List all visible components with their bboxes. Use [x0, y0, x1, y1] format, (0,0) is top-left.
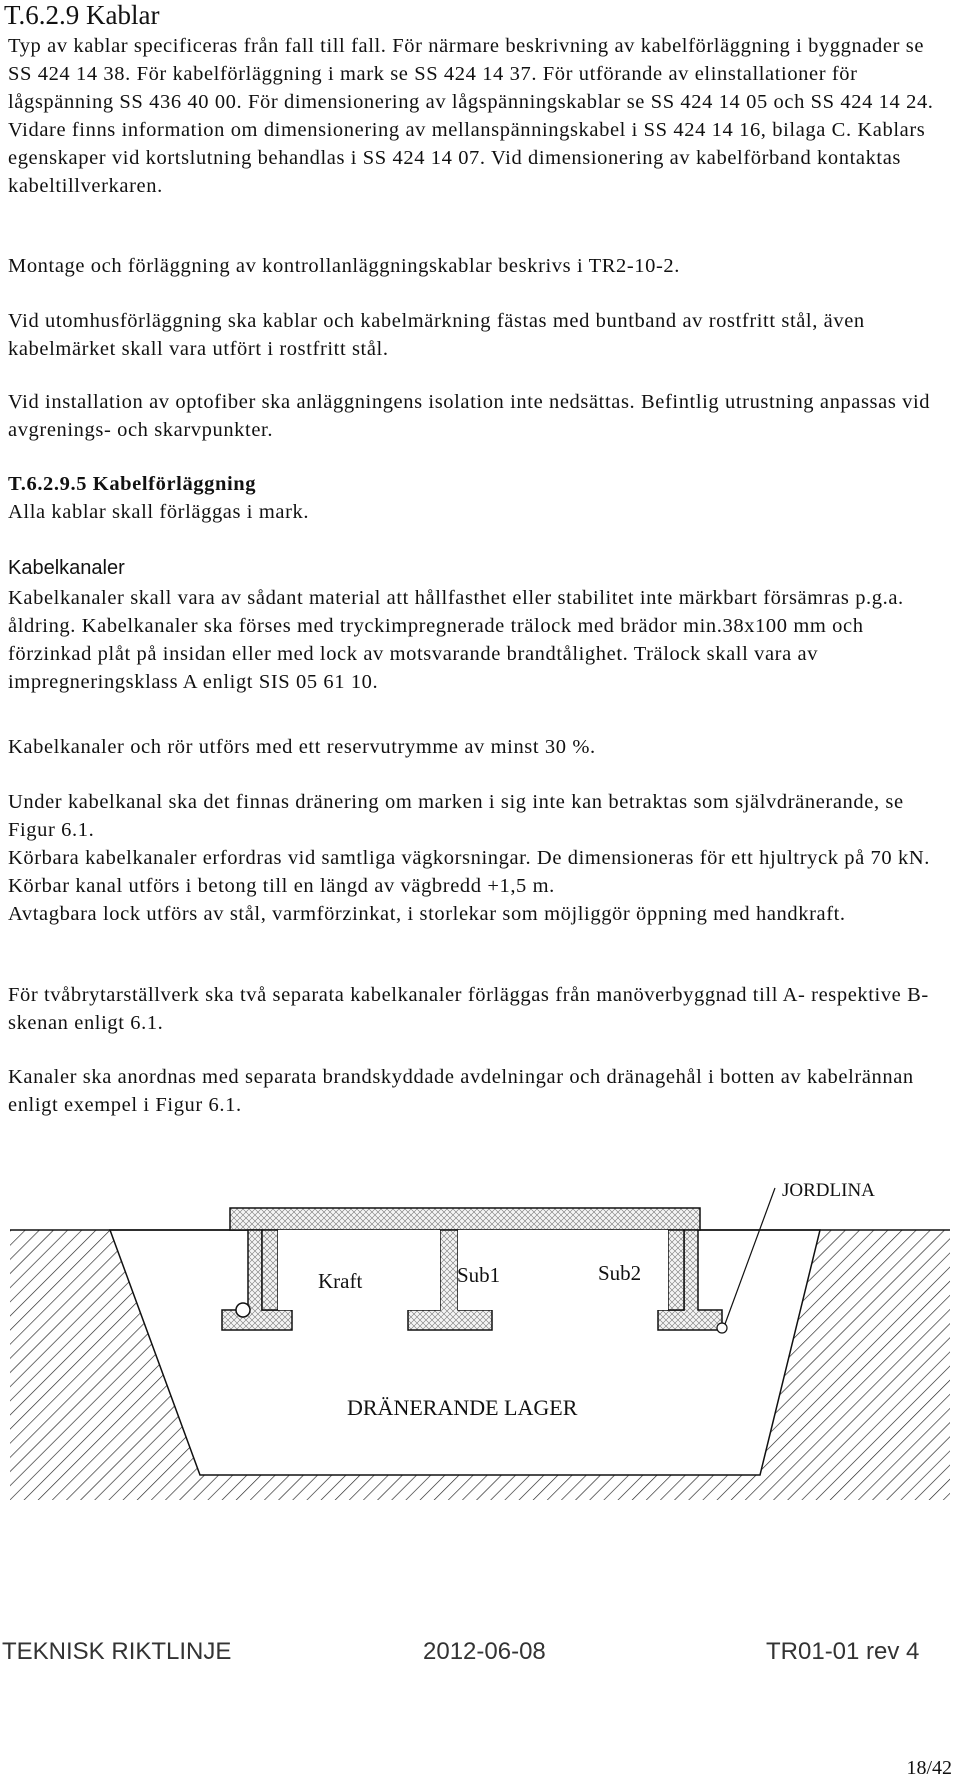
kabelkanaler-heading: Kabelkanaler [8, 557, 125, 579]
page-footer [0, 1638, 960, 1678]
paragraph-drainage-b: Körbara kabelkanaler erfordras vid samtliga vägkorsningar. De dimensioneras för ett hjultryck på 70 kN. Körbar kanal utförs i betong till en längd av vägbredd +1,5 m. [8, 847, 930, 897]
jordlina-circle [717, 1323, 727, 1333]
section-heading: T.6.2.9 Kablar [4, 0, 160, 30]
paragraph-reserve: Kabelkanaler och rör utförs med ett reservutrymme av minst 30 %. [8, 736, 596, 758]
label-draenerande: DRÄNERANDE LAGER [347, 1395, 578, 1420]
paragraph-two-breaker: För tvåbrytarställverk ska två separata kabelkanaler förläggas från manöverbyggnad till A- respektive B-skenan enligt 6.1. [8, 984, 929, 1034]
paragraph-optofiber: Vid installation av optofiber ska anläggningens isolation inte nedsättas. Befintlig utrustning anpassas vid avgrenings- och skarvpunkter. [8, 391, 931, 441]
paragraph-references: Typ av kablar specificeras från fall till fall. För närmare beskrivning av kabelförläggning i byggnader se SS 424 14 38. För kabelförläggning i mark se SS 424 14 37. För utförande av elinstallationer för lågspänning SS 436 40 00. För dimensionering av lågspänningskablar se SS 424 14 05 och SS 424 14 24. Vidare finns information om dimensionering av mellanspänningskabel i SS 424 14 16, bilaga C. Kablars egenskaper vid kortslutning behandlas i SS 424 14 07. Vid dimensionering av kabelförband kontaktas kabeltillverkaren. [8, 35, 934, 197]
footer-doc-type: TEKNISK RIKTLINJE [2, 1638, 232, 1665]
label-sub1: Sub1 [457, 1263, 501, 1287]
footer-date: 2012-06-08 [423, 1638, 546, 1665]
earth-wire-circle [236, 1303, 250, 1317]
channel-lid [230, 1208, 700, 1230]
cable-trench-diagram [0, 1170, 960, 1500]
paragraph-material: Kabelkanaler skall vara av sådant material att hållfasthet eller stabilitet inte märkbart försämras p.g.a. åldring. Kabelkanaler ska förses med tryckimpregnerade trälock med brädor min.38x100 mm och förzinkad plåt på insidan eller med lock av motsvarande brandtålighet. Trälock skall vara av impregneringsklass A enligt SIS 05 61 10. [8, 587, 904, 693]
paragraph-channels: Kanaler ska anordnas med separata brandskyddade avdelningar och dränagehål i botten av kabelrännan enligt exempel i Figur 6.1. [8, 1066, 914, 1116]
paragraph-drainage-a: Under kabelkanal ska det finnas dränering om marken i sig inte kan betraktas som självdränerande, se Figur 6.1. [8, 791, 904, 841]
paragraph-drainage [8, 788, 953, 928]
page-number: 18/42 [906, 1757, 952, 1779]
paragraph-drainage-c: Avtagbara lock utförs av stål, varmförzinkat, i storlekar som möjliggör öppning med handkraft. [8, 903, 846, 925]
paragraph-montage: Montage och förläggning av kontrollanläggningskablar beskrivs i TR2-10-2. [8, 255, 680, 277]
paragraph-outdoor: Vid utomhusförläggning ska kablar och kabelmärkning fästas med buntband av rostfritt stål, även kabelmärket skall vara utfört i rostfritt stål. [8, 310, 865, 360]
label-jordlina: JORDLINA [782, 1180, 875, 1201]
footer-doc-number: TR01-01 rev 4 [766, 1638, 920, 1665]
label-sub2: Sub2 [598, 1261, 642, 1285]
paragraph-in-ground: Alla kablar skall förläggas i mark. [8, 501, 310, 523]
subsection-heading: T.6.2.9.5 Kabelförläggning [8, 473, 257, 495]
label-kraft: Kraft [318, 1269, 363, 1293]
